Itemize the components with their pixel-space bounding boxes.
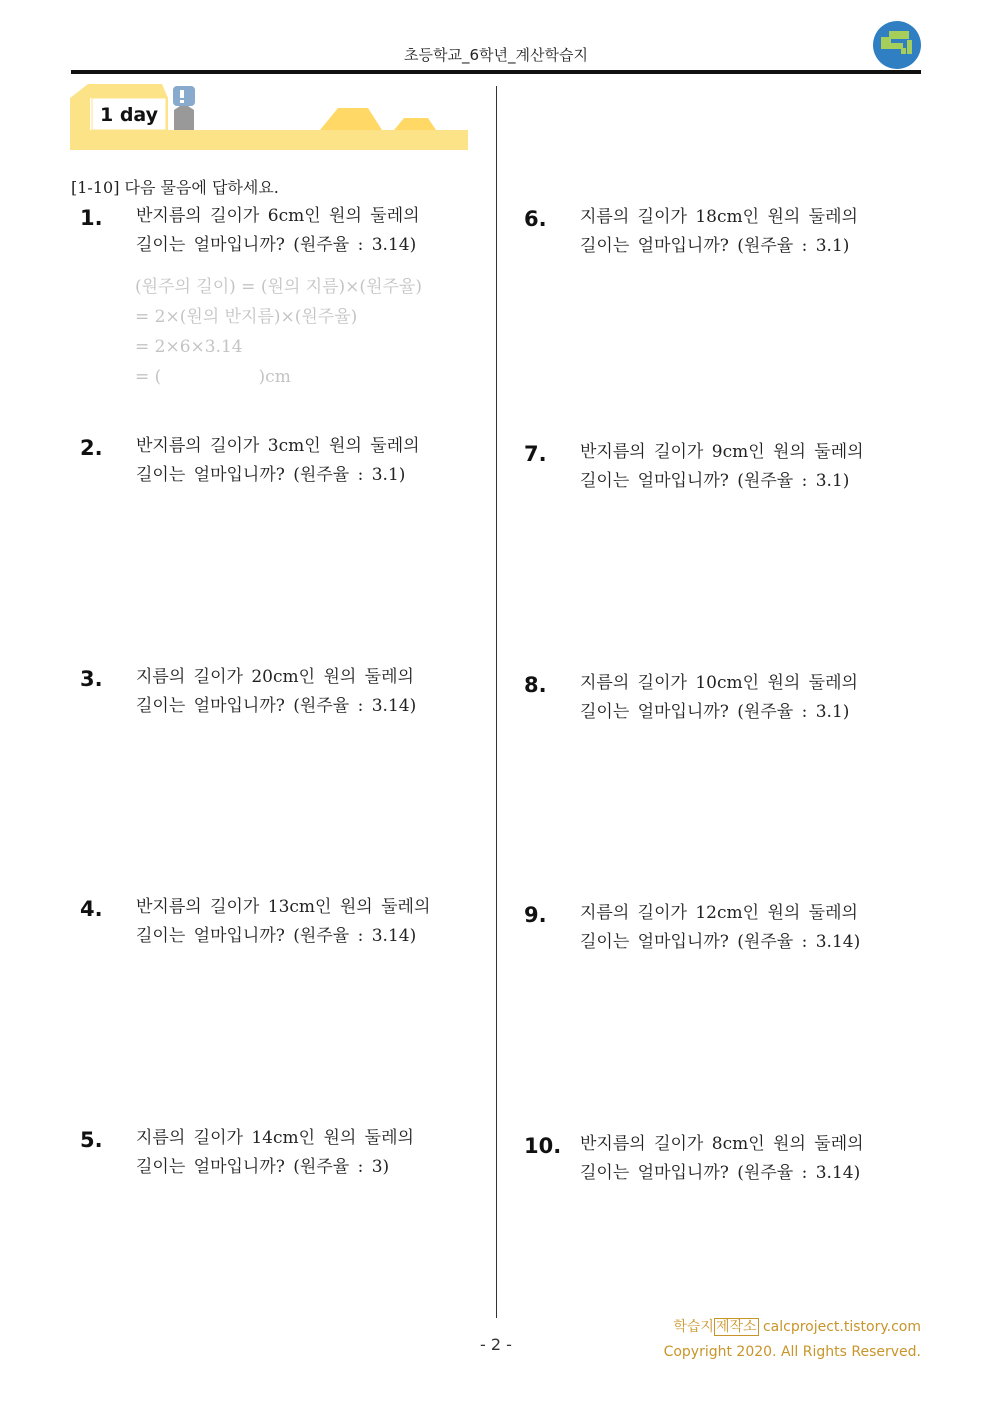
problem-text <box>580 899 910 957</box>
problem-number: 10. <box>524 1134 562 1158</box>
problem-text <box>136 432 466 490</box>
problem-number: 3. <box>80 667 103 691</box>
problem-number: 2. <box>80 436 103 460</box>
problem-line: 반지름의 길이가 6cm인 원의 둘레의 <box>136 206 420 226</box>
problem-number: 4. <box>80 897 103 921</box>
problem-line: 길이는 얼마입니까? (원주율 : 3.14) <box>136 696 417 716</box>
problem-number: 7. <box>524 442 547 466</box>
logo-icon <box>872 20 922 70</box>
problem-line: 길이는 얼마입니까? (원주율 : 3.14) <box>136 926 417 946</box>
problem-line: 길이는 얼마입니까? (원주율 : 3.14) <box>580 1163 861 1183</box>
problem-line: 길이는 얼마입니까? (원주율 : 3.14) <box>580 932 861 952</box>
problem-line: 길이는 얼마입니까? (원주율 : 3.14) <box>136 235 417 255</box>
problem-line: 지름의 길이가 12cm인 원의 둘레의 <box>580 903 858 923</box>
hint-answer-blank: = ( )cm <box>135 367 291 387</box>
problem-text <box>580 1130 910 1188</box>
header-rule <box>71 70 921 74</box>
problem-text <box>580 438 910 496</box>
problem-line: 반지름의 길이가 3cm인 원의 둘레의 <box>136 436 420 456</box>
copyright-text: Copyright 2020. All Rights Reserved. <box>663 1344 921 1360</box>
problem-number: 1. <box>80 206 103 230</box>
problem-line: 길이는 얼마입니까? (원주율 : 3.1) <box>580 236 850 256</box>
problem-number: 8. <box>524 673 547 697</box>
problem-line: 길이는 얼마입니까? (원주율 : 3) <box>136 1157 390 1177</box>
problem-line: 반지름의 길이가 9cm인 원의 둘레의 <box>580 442 864 462</box>
hint-line: (원주의 길이) = (원의 지름)×(원주율) <box>135 277 422 297</box>
page-header-title: 초등학교_6학년_계산학습지 <box>404 46 588 64</box>
problem-line: 반지름의 길이가 8cm인 원의 둘레의 <box>580 1134 864 1154</box>
problem-number: 9. <box>524 903 547 927</box>
problem-number: 6. <box>524 207 547 231</box>
problem-line: 길이는 얼마입니까? (원주율 : 3.1) <box>580 702 850 722</box>
problem-number: 5. <box>80 1128 103 1152</box>
problem-line: 길이는 얼마입니까? (원주율 : 3.1) <box>580 471 850 491</box>
problem-line: 반지름의 길이가 13cm인 원의 둘레의 <box>136 897 431 917</box>
problem-line: 길이는 얼마입니까? (원주율 : 3.1) <box>136 465 406 485</box>
column-divider <box>496 86 497 1318</box>
problem-text <box>580 669 910 727</box>
site-link[interactable]: calcproject.tistory.com <box>762 1319 921 1335</box>
problem-line: 지름의 길이가 10cm인 원의 둘레의 <box>580 673 858 693</box>
brand-boxed: 제작소 <box>715 1319 757 1335</box>
problem-line: 지름의 길이가 14cm인 원의 둘레의 <box>136 1128 414 1148</box>
problem-text <box>136 1124 466 1182</box>
problem-line: 지름의 길이가 20cm인 원의 둘레의 <box>136 667 414 687</box>
worked-example-hint <box>135 272 422 392</box>
day-label: 1 day <box>100 104 159 126</box>
problem-text <box>136 663 466 721</box>
page-number: - 2 - <box>480 1335 512 1354</box>
hint-line: = 2×(원의 반지름)×(원주율) <box>135 307 358 327</box>
problem-text <box>580 203 910 261</box>
problem-text <box>136 202 466 260</box>
problem-line: 지름의 길이가 18cm인 원의 둘레의 <box>580 207 858 227</box>
problem-text <box>136 893 466 951</box>
brand-prefix: 학습지 <box>673 1319 714 1335</box>
hint-line: = 2×6×3.14 <box>135 337 243 357</box>
instruction-text: [1-10] 다음 물음에 답하세요. <box>71 178 279 197</box>
